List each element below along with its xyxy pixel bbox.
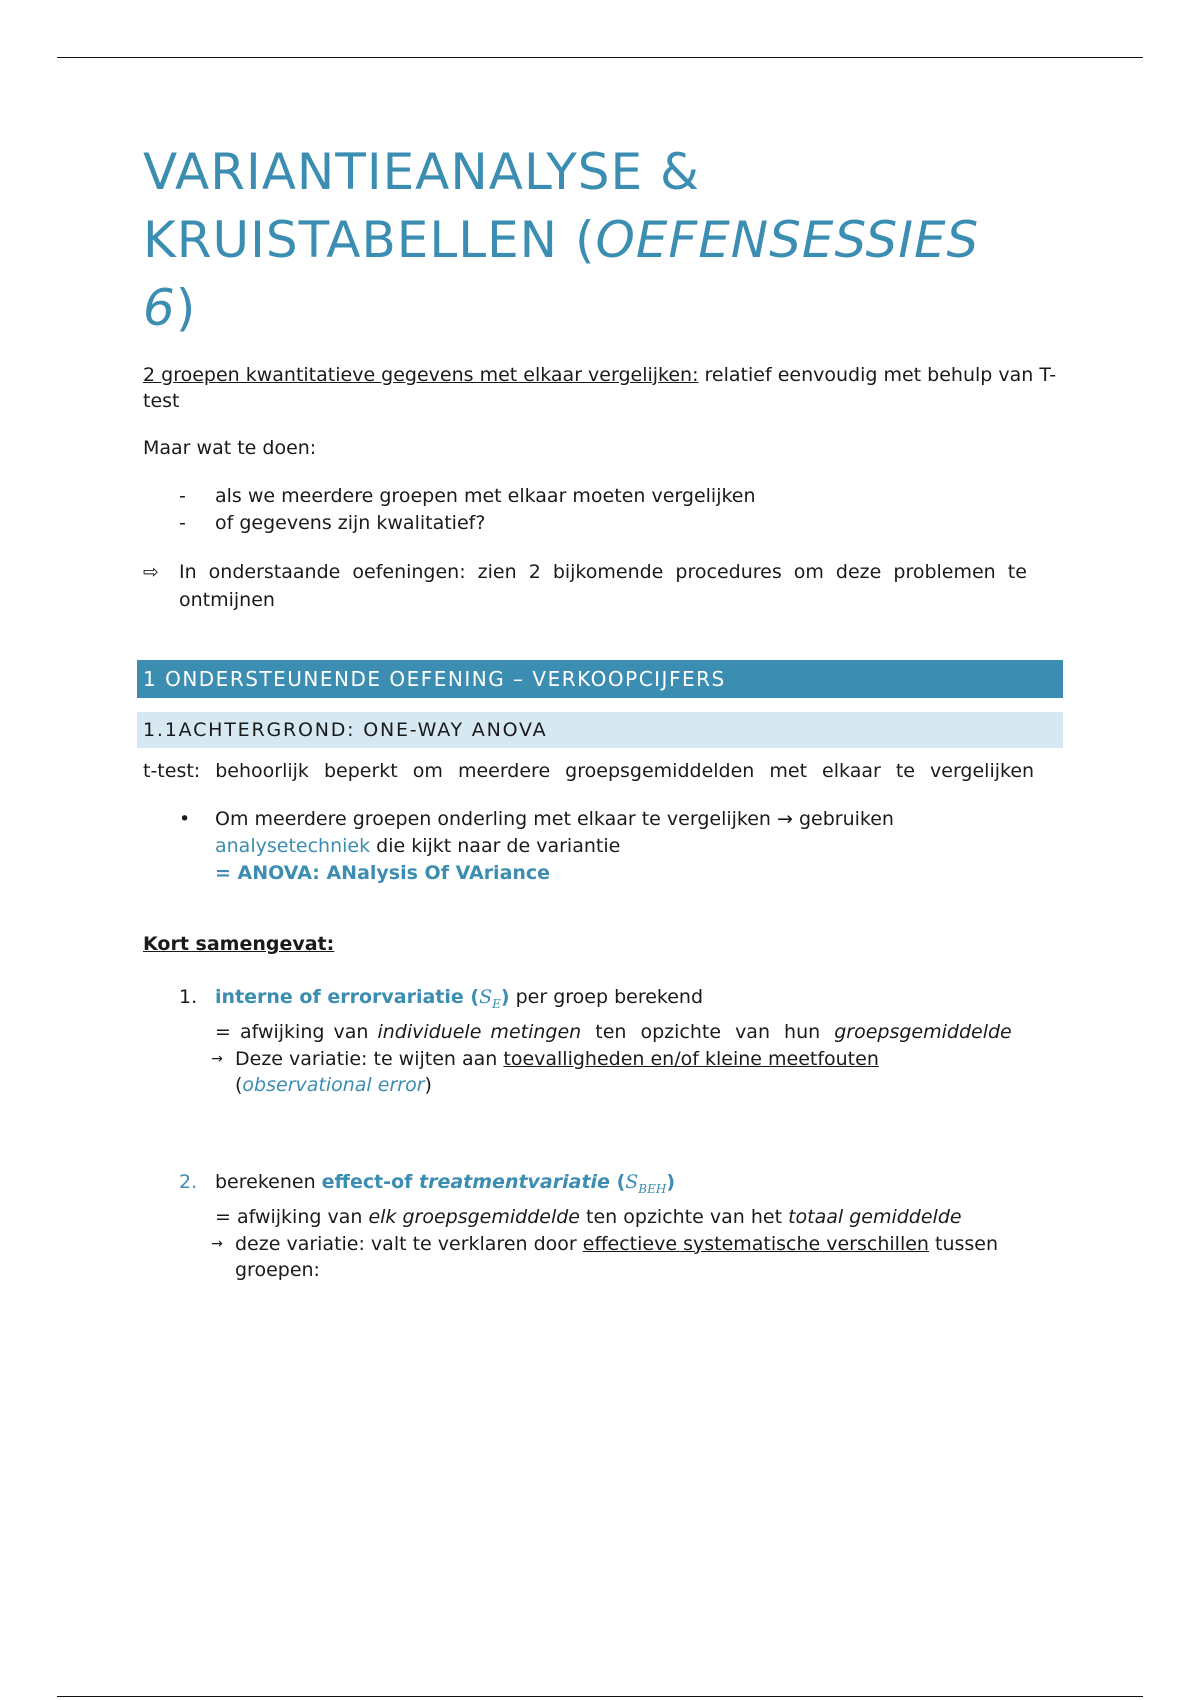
def-italic: totaal gemiddelde [788,1205,962,1228]
document-content [143,138,1063,1283]
analysetechniek-term: analysetechniek [215,835,371,857]
bullet-marker: • [179,808,191,830]
consequence-suffix: tussen groepen: [235,1232,999,1281]
section-heading-1: 1 ONDERSTEUNENDE OEFENING – VERKOOPCIJFERS [137,660,1063,698]
anova-definition: = ANOVA: ANalysis Of VAriance [215,862,551,884]
small-arrow-icon: → [211,1235,223,1252]
consequence-underlined: toevalligheden en/of kleine meetfouten [503,1047,879,1070]
item-after: per groep berekend [509,986,704,1008]
item-term: effect-of [321,1170,420,1193]
title-italic-2: 6 [143,279,176,337]
symbol-se [479,986,501,1011]
item-term-line [215,1168,675,1203]
def-text: = afwijking van [215,1020,378,1043]
item-number: 1. [179,986,198,1008]
question-paragraph: Maar wat te doen: [143,437,317,459]
small-arrow-icon: → [211,1050,223,1067]
paren: ( [235,1073,243,1096]
paren: ) [424,1073,432,1096]
dash-marker: - [179,512,186,534]
item-term-italic: treatmentvariatie [419,1170,610,1193]
item-consequence [143,1231,1063,1283]
item-definition [143,1203,1063,1231]
item-consequence [143,1046,1063,1098]
symbol-subscript: BEH [638,1181,667,1196]
symbol-letter: S [479,986,493,1008]
def-italic: elk groepsgemiddelde [368,1205,580,1228]
arrow-icon: ⇨ [143,561,159,583]
bullet-content [215,806,894,887]
list-item [179,483,1063,510]
bullet-text: Om meerdere groepen onderling met elkaar te vergelijken → gebruiken [215,808,894,830]
intro-underlined: 2 groepen kwantitatieve gegevens met elkaar vergelijken: [143,364,699,386]
item-before: berekenen [215,1170,322,1193]
consequence-text: deze variatie: valt te verklaren door [235,1232,583,1255]
bottom-rule [57,1696,1143,1697]
list-item [179,510,1063,537]
item-number: 2. [179,1170,198,1193]
symbol-letter: S [625,1170,639,1193]
bullet-text-2: die kijkt naar de variantie [370,835,621,857]
def-italic: groepsgemiddelde [834,1020,1012,1043]
section-heading-1-1: 1.1ACHTERGROND: ONE-WAY ANOVA [137,712,1063,748]
intro-paragraph [143,362,1063,414]
consequence-underlined: effectieve systematische verschillen [582,1232,929,1255]
summary-heading: Kort samengevat: [143,933,335,955]
item-term-line [215,983,703,1018]
def-text: ten opzichte van het [580,1205,789,1228]
page-title [143,138,1063,342]
symbol-sbeh [625,1170,667,1196]
def-italic: individuele metingen [377,1020,582,1043]
intro-rest: relatief eenvoudig met behulp van T-test [143,364,1057,412]
observational-error-term: observational error [242,1073,425,1096]
title-close: ) [175,279,197,337]
def-text: = afwijking van [215,1205,369,1228]
bullet-item [143,806,1063,887]
top-rule [57,57,1143,58]
title-line-1: VARIANTIEANALYSE & [143,143,700,201]
consequence-content [235,1046,879,1098]
list-item-text: of gegevens zijn kwalitatief? [215,512,486,534]
paren: ( [609,1170,626,1193]
symbol-subscript: E [492,996,501,1011]
arrow-note [143,558,1063,614]
def-text: ten opzichte van hun [581,1020,835,1043]
list-item-text: als we meerdere groepen met elkaar moeten vergelijken [215,485,756,507]
item-definition [143,1018,1063,1046]
dash-list [143,483,1063,537]
title-line-2: KRUISTABELLEN ( [143,211,596,269]
title-italic-1: OEFENSESSIES [595,211,980,269]
item-term-close: ) [500,986,510,1008]
consequence-content [235,1231,1063,1283]
paren: ) [666,1170,676,1193]
consequence-text: Deze variatie: te wijten aan [235,1047,504,1070]
item-term: interne of errorvariatie ( [215,986,480,1008]
ttest-paragraph: t-test: behoorlijk beperkt om meerdere groepsgemiddelden met elkaar te vergelijken [143,760,1035,782]
dash-marker: - [179,485,186,507]
arrow-note-text: In onderstaande oefeningen: zien 2 bijkomende procedures om deze problemen te ontmijnen [179,561,1027,611]
numbered-item-1 [143,983,1063,1018]
numbered-item-2 [143,1168,1063,1203]
